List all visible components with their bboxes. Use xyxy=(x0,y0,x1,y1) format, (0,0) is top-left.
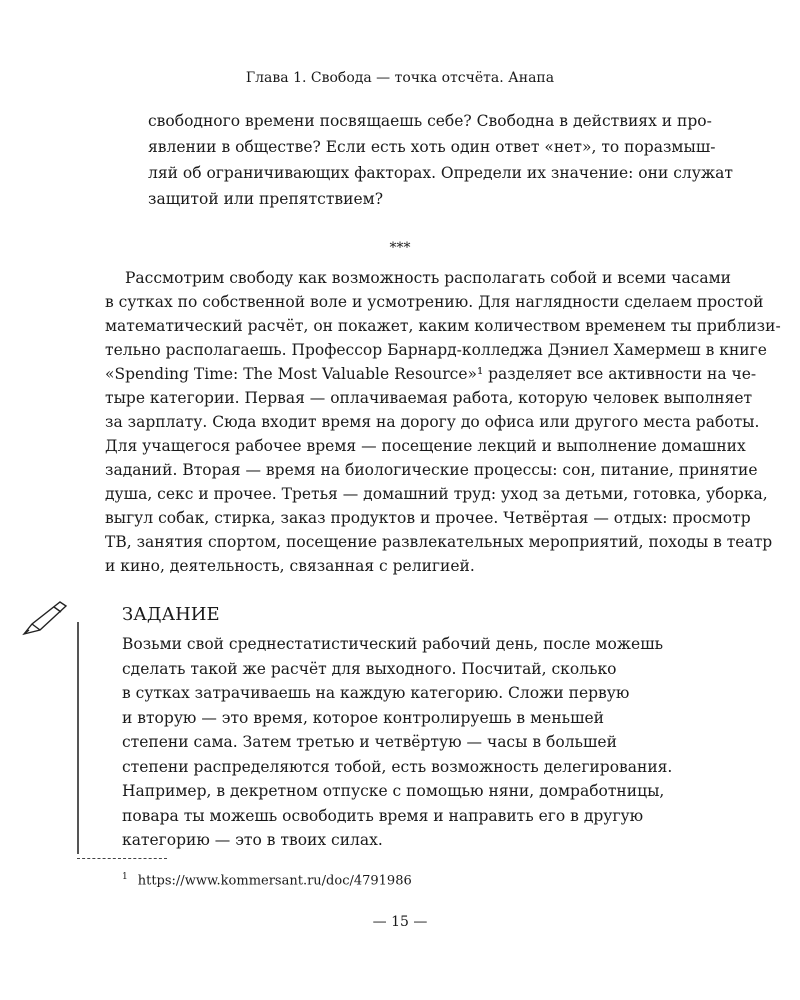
text-line: степени сама. Затем третью и четвёртую — часы в большей xyxy=(122,733,617,751)
text-line: свободного времени посвящаешь себе? Свободна в действиях и про- xyxy=(148,112,712,130)
running-header: Глава 1. Свобода — точка отсчёта. Анапа xyxy=(245,70,555,86)
text-line: выгул собак, стирка, заказ продуктов и прочее. Четвёртая — отдых: просмотр xyxy=(105,509,751,527)
text-line: повара ты можешь освободить время и направить его в другую xyxy=(122,806,644,825)
task-title: ЗАДАНИЕ xyxy=(122,604,220,625)
text-line: категорию — это в твоих силах. xyxy=(122,831,383,849)
text-line: тельно располагаешь. Профессор Барнард-колледжа Дэниел Хамермеш в книге xyxy=(105,341,767,359)
text-line: «Spending Time: The Most Valuable Resource»¹ разделяет все активности на че- xyxy=(105,365,757,383)
text-line: Возьми свой среднестатистический рабочий день, после можешь xyxy=(122,635,664,653)
text-line: в сутках по собственной воле и усмотрению. Для наглядности сделаем простой xyxy=(105,293,764,311)
text-line: сделать такой же расчёт для выходного. Посчитай, сколько xyxy=(122,659,617,678)
task-sidebar-rule xyxy=(77,622,79,854)
text-line: за зарплату. Сюда входит время на дорогу до офиса или другого места работы. xyxy=(105,413,760,431)
text-line: ляй об ограничивающих факторах. Определи их значение: они служат xyxy=(148,164,733,182)
text-line: степени распределяются тобой, есть возможность делегирования. xyxy=(122,757,673,776)
footnote-mark: 1 xyxy=(122,872,128,882)
footnote-link[interactable]: https://www.kommersant.ru/doc/4791986 xyxy=(137,873,412,889)
section-separator: *** xyxy=(389,240,411,256)
text-line: тыре категории. Первая — оплачиваемая работа, которую человек выполняет xyxy=(105,389,753,407)
footnote-divider xyxy=(77,858,167,859)
text-line: Для учащегося рабочее время — посещение лекций и выполнение домашних xyxy=(105,437,746,455)
text-line: Рассмотрим свободу как возможность располагать собой и всеми часами xyxy=(125,269,731,287)
text-line: и кино, деятельность, связанная с религией. xyxy=(105,557,475,575)
text-line: Например, в декретном отпуске с помощью няни, домработницы, xyxy=(122,782,665,800)
fountain-pen-icon xyxy=(18,598,70,638)
text-line: явлении в обществе? Если есть хоть один ответ «нет», то поразмыш- xyxy=(148,138,716,156)
text-line: ТВ, занятия спортом, посещение развлекательных мероприятий, походы в театр xyxy=(105,533,773,551)
text-line: защитой или препятствием? xyxy=(148,190,383,208)
footnote xyxy=(122,872,412,888)
text-line: заданий. Вторая — время на биологические процессы: сон, питание, принятие xyxy=(105,461,758,479)
text-line: математический расчёт, он покажет, каким количеством временем ты приблизи- xyxy=(105,317,781,335)
text-line: душа, секс и прочее. Третья — домашний труд: уход за детьми, готовка, уборка, xyxy=(105,485,768,503)
page-number: — 15 — xyxy=(372,914,428,930)
text-line: и вторую — это время, которое контролируешь в меньшей xyxy=(122,708,604,727)
text-line: в сутках затрачиваешь на каждую категорию. Сложи первую xyxy=(122,684,630,702)
